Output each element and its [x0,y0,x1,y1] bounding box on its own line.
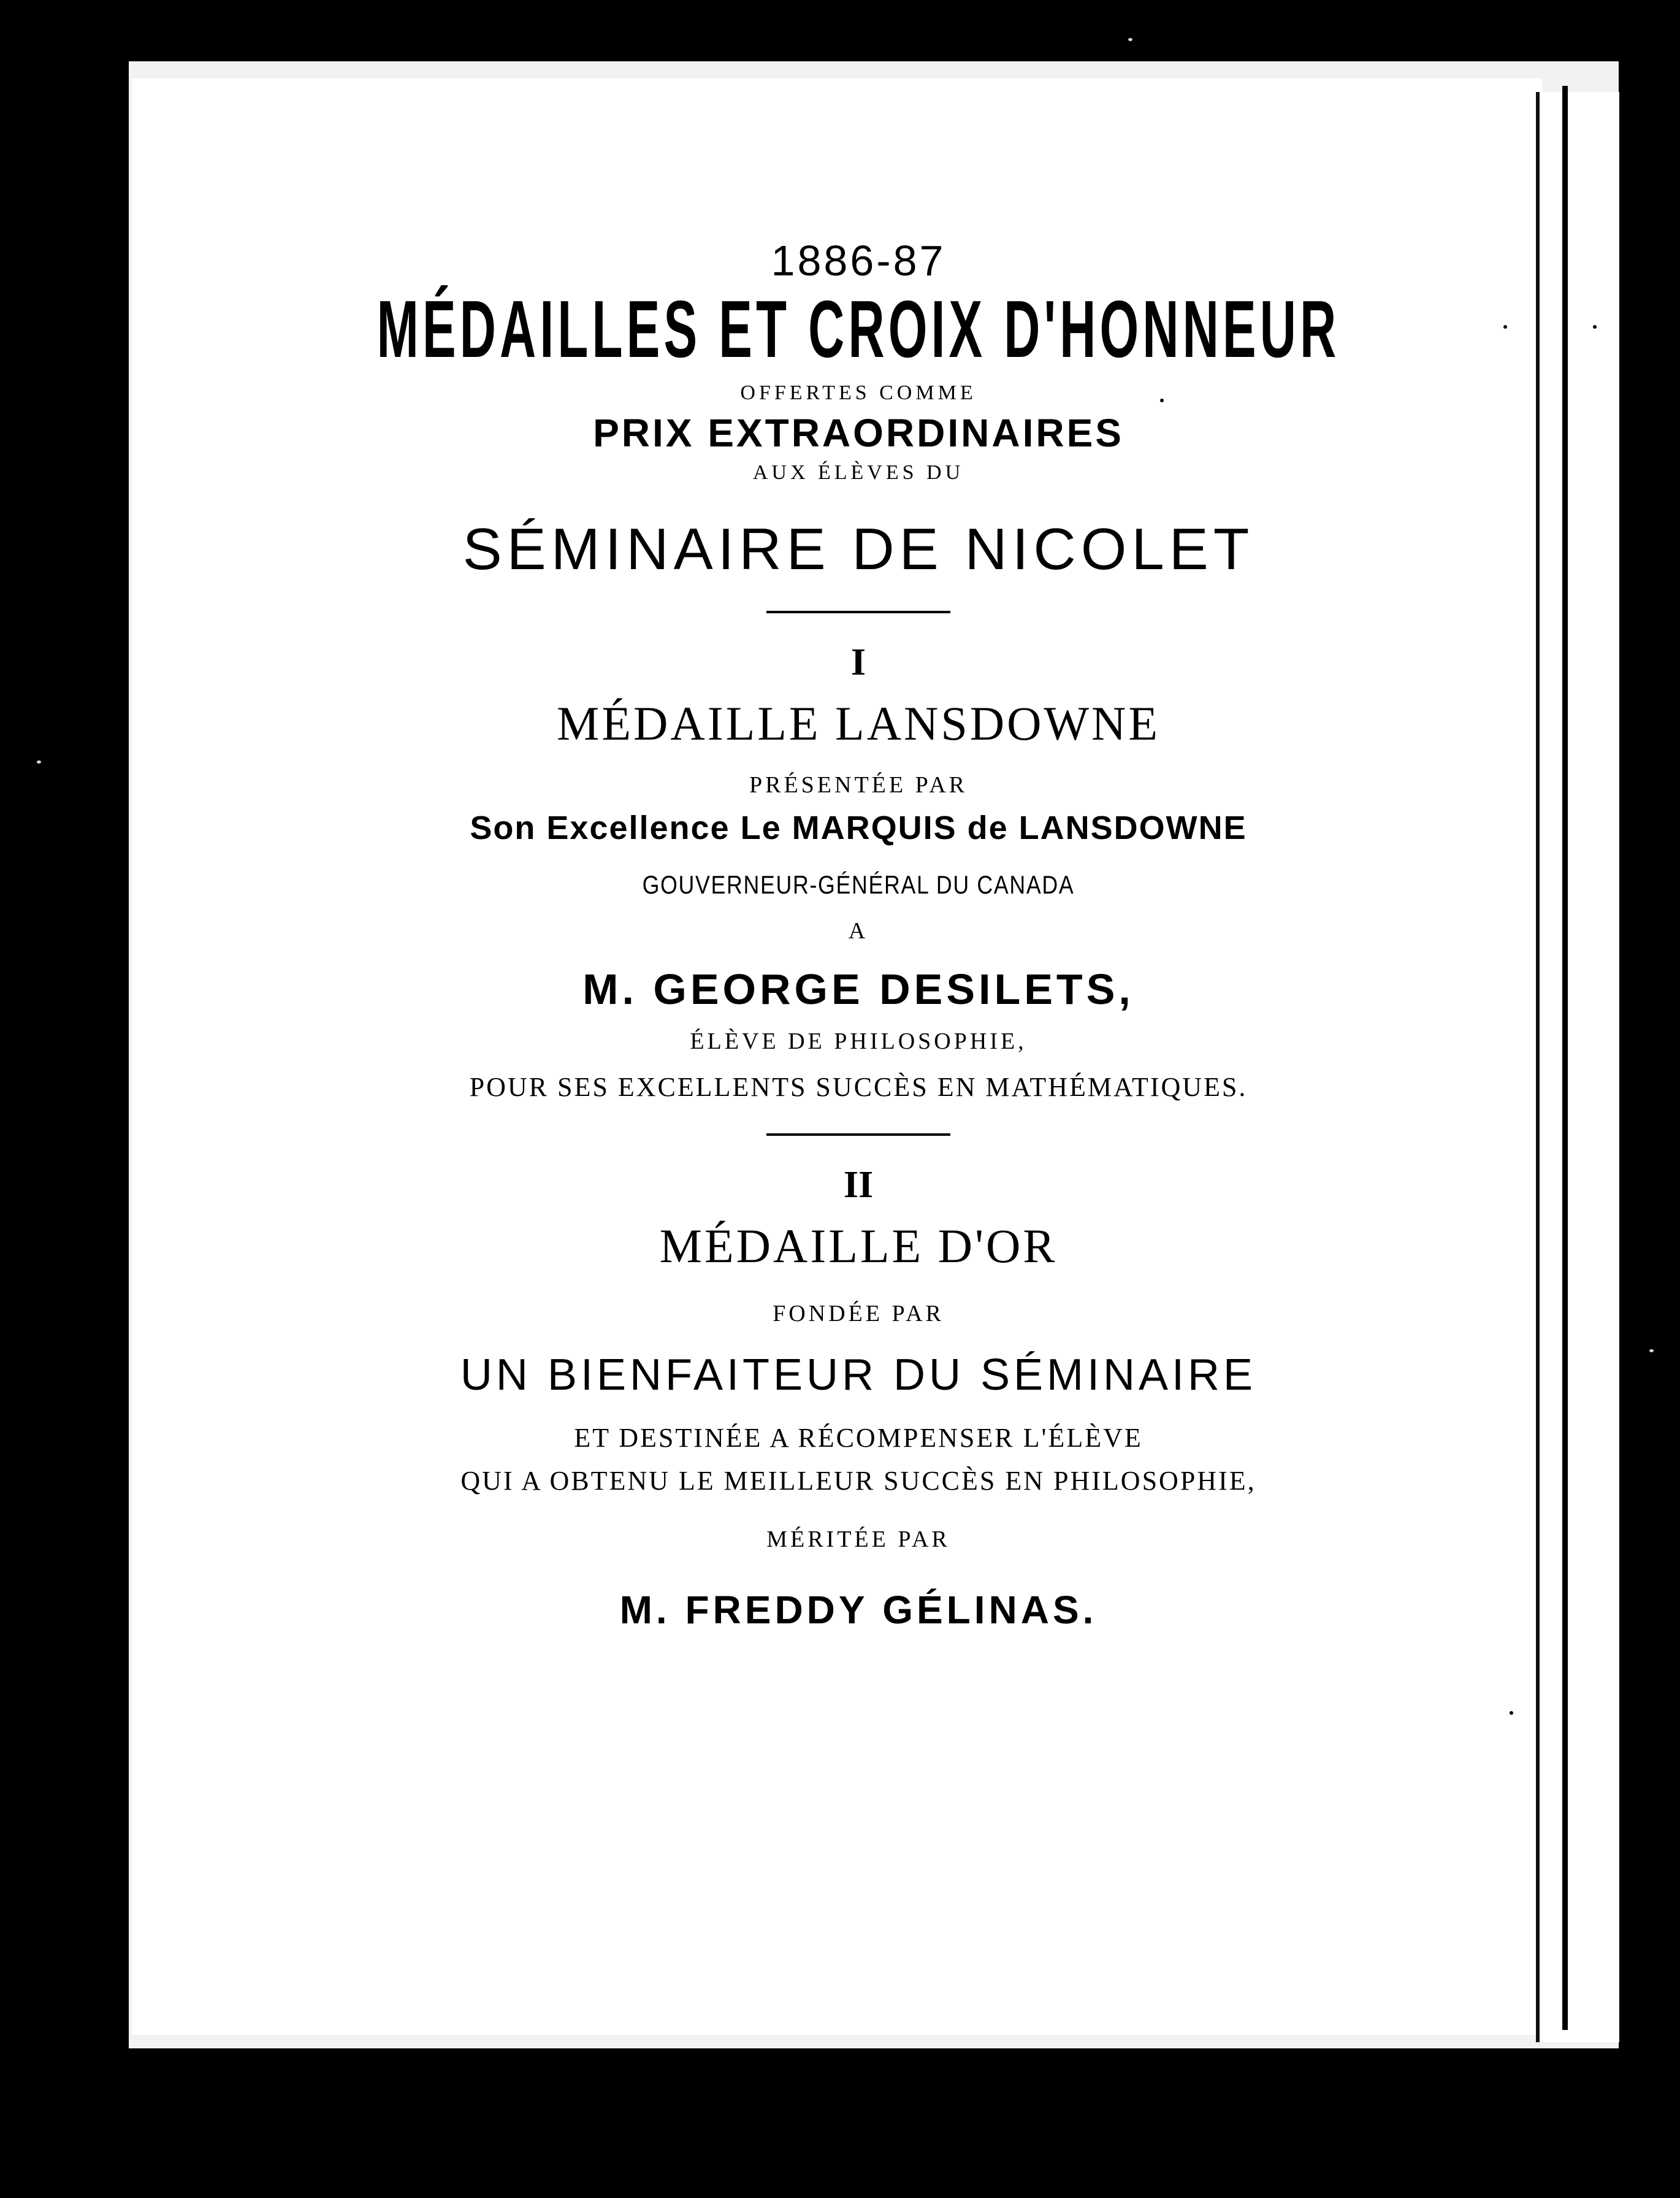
year-heading: 1886-87 [771,237,946,285]
prix-heading: PRIX EXTRAORDINAIRES [593,411,1124,455]
merited-by-label: MÉRITÉE PAR [766,1526,950,1552]
purpose-line: QUI A OBTENU LE MEILLEUR SUCCÈS EN PHILOSOPHIE, [460,1466,1256,1496]
aux-eleves-line: AUX ÉLÈVES DU [752,461,964,484]
seminaire-title: SÉMINAIRE DE NICOLET [462,516,1254,582]
scan-speck [1649,1349,1654,1352]
founded-by-label: FONDÉE PAR [773,1301,944,1327]
scan-speck [1128,38,1132,41]
main-headline: MÉDAILLES ET CROIX D'HONNEUR [376,284,1340,374]
recipient-name: M. GEORGE DESILETS, [582,965,1134,1013]
recipient-class: ÉLÈVE DE PHILOSOPHIE, [690,1028,1027,1054]
presenter-name: Son Excellence Le MARQUIS de LANSDOWNE [470,810,1247,846]
recipient-name: M. FREDDY GÉLINAS. [619,1588,1098,1632]
section-number: II [843,1164,874,1206]
scan-speck [1510,1711,1513,1715]
document-body [368,233,1349,1637]
spine-shadow-line [1562,86,1568,2030]
scan-speck [1503,325,1507,329]
founder-name: UN BIENFAITEUR DU SÉMINAIRE [460,1350,1257,1400]
presented-by-label: PRÉSENTÉE PAR [749,772,968,798]
award-reason: POUR SES EXCELLENTS SUCCÈS EN MATHÉMATIQUES. [469,1072,1248,1102]
offertes-line: OFFERTES COMME [740,381,977,404]
section-number: I [850,641,866,683]
divider [766,611,950,613]
adjacent-page-strip [1536,92,1619,2042]
a-label: A [848,918,869,944]
scan-speck [37,760,41,764]
medal-title: MÉDAILLE LANSDOWNE [556,697,1160,750]
presenter-title: GOUVERNEUR-GÉNÉRAL DU CANADA [642,870,1075,899]
scan-speck [1593,325,1597,329]
medal-title: MÉDAILLE D'OR [659,1219,1058,1273]
divider [766,1133,950,1136]
purpose-line: ET DESTINÉE A RÉCOMPENSER L'ÉLÈVE [574,1423,1143,1453]
